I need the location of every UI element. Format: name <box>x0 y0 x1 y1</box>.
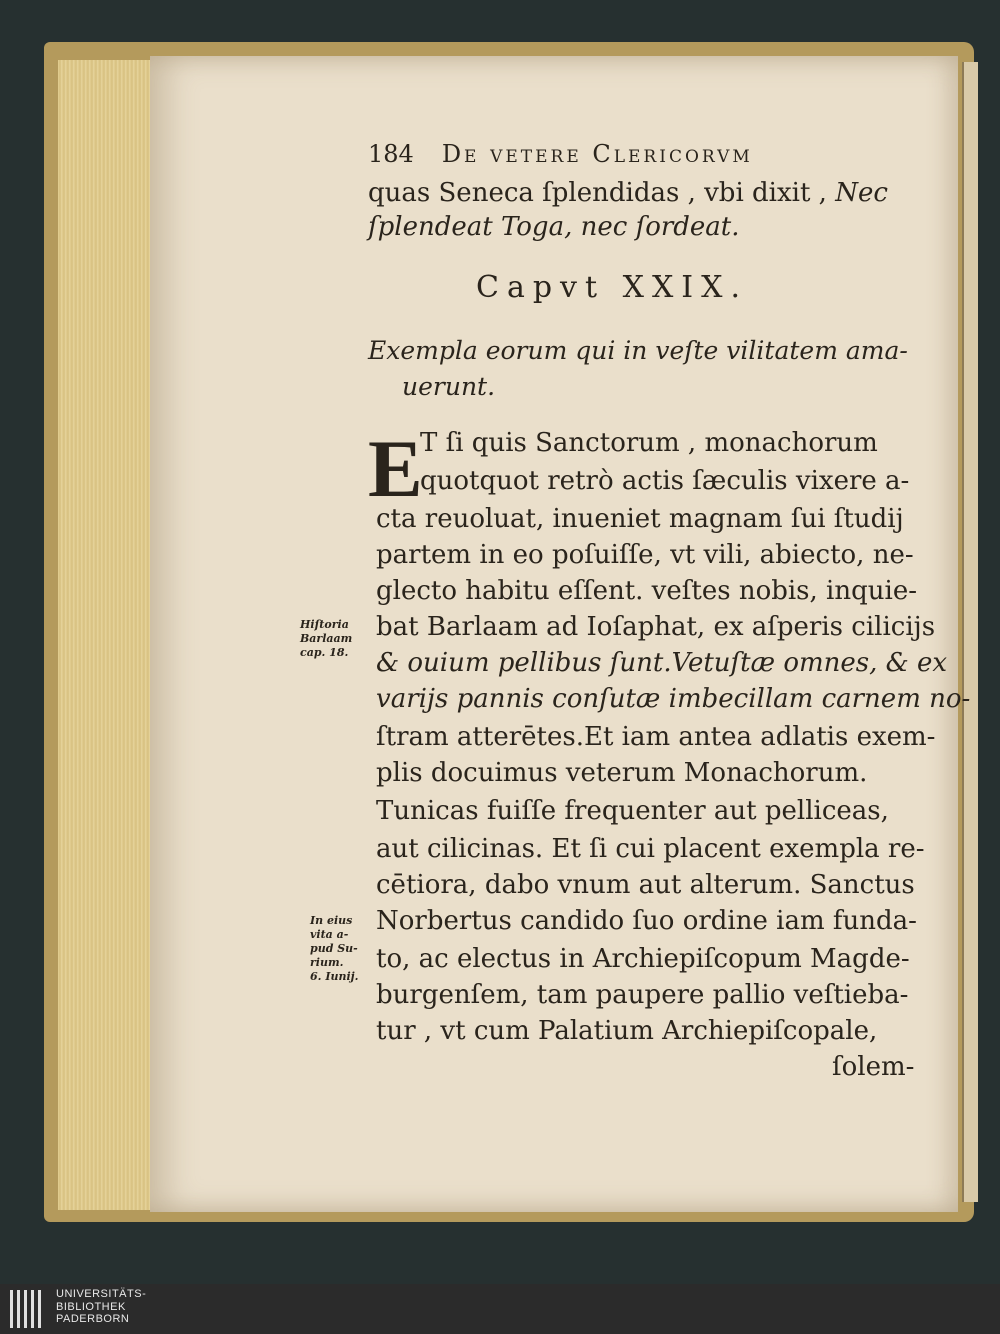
body-line: quotquot retrò actis ſæculis vixere a- <box>420 466 910 496</box>
page-edges <box>58 60 158 1210</box>
margin-note: Hiſtoria Barlaam cap. 18. <box>300 618 353 659</box>
running-header <box>368 140 753 168</box>
body-line: tur , vt cum Palatium Archiepiſcopale, <box>376 1016 878 1046</box>
body-line: plis docuimus veterum Monachorum. <box>376 758 868 788</box>
body-line: cētiora, dabo vnum aut alterum. Sanctus <box>376 870 915 900</box>
body-line: T ſi quis Sanctorum , monachorum <box>420 428 878 458</box>
body-line: varijs pannis conſutæ imbecillam carnem no- <box>376 684 971 714</box>
body-line: cta reuoluat, inueniet magnam ſui ſtudij <box>376 504 904 534</box>
text-line: quas Seneca ſplendidas , vbi dixit , Nec <box>368 178 888 208</box>
body-line: ſtram atterētes.Et iam antea adlatis exem- <box>376 722 936 752</box>
body-line: Tunicas fuiſſe frequenter aut pelliceas, <box>376 796 889 826</box>
library-name: UNIVERSITÄTS- BIBLIOTHEK PADERBORN <box>56 1288 147 1325</box>
body-line: to, ac electus in Archiepiſcopum Magde- <box>376 944 910 974</box>
facing-page-edge <box>962 62 978 1202</box>
body-line: & ouium pellibus ſunt.Vetuſtæ omnes, & ex <box>376 648 948 678</box>
library-logo-icon <box>10 1290 50 1328</box>
page-number: 184 <box>368 140 414 168</box>
catchword: ſolem- <box>832 1052 915 1082</box>
margin-note: In eius vita a- pud Su- rium. 6. Iunij. <box>310 914 359 983</box>
chapter-subtitle: uerunt. <box>402 372 496 401</box>
chapter-subtitle: Exempla eorum qui in veſte vilitatem ama- <box>368 336 908 365</box>
footer-bar <box>0 1284 1000 1334</box>
body-line: Norbertus candido ſuo ordine iam funda- <box>376 906 917 936</box>
chapter-heading: Capvt XXIX. <box>476 270 749 305</box>
body-line: aut cilicinas. Et ſi cui placent exempla re- <box>376 834 925 864</box>
drop-capital: E <box>368 423 423 514</box>
body-line: bat Barlaam ad Ioſaphat, ex aſperis cilicijs <box>376 612 936 642</box>
body-line: partem in eo poſuiſſe, vt vili, abiecto, ne- <box>376 540 914 570</box>
body-line: glecto habitu eſſent. veſtes nobis, inquie- <box>376 576 917 606</box>
text-line: ſplendeat Toga, nec ſordeat. <box>368 212 740 242</box>
body-line: burgenſem, tam paupere pallio veſtieba- <box>376 980 909 1010</box>
running-title: De vetere Clericorvm <box>441 140 753 168</box>
